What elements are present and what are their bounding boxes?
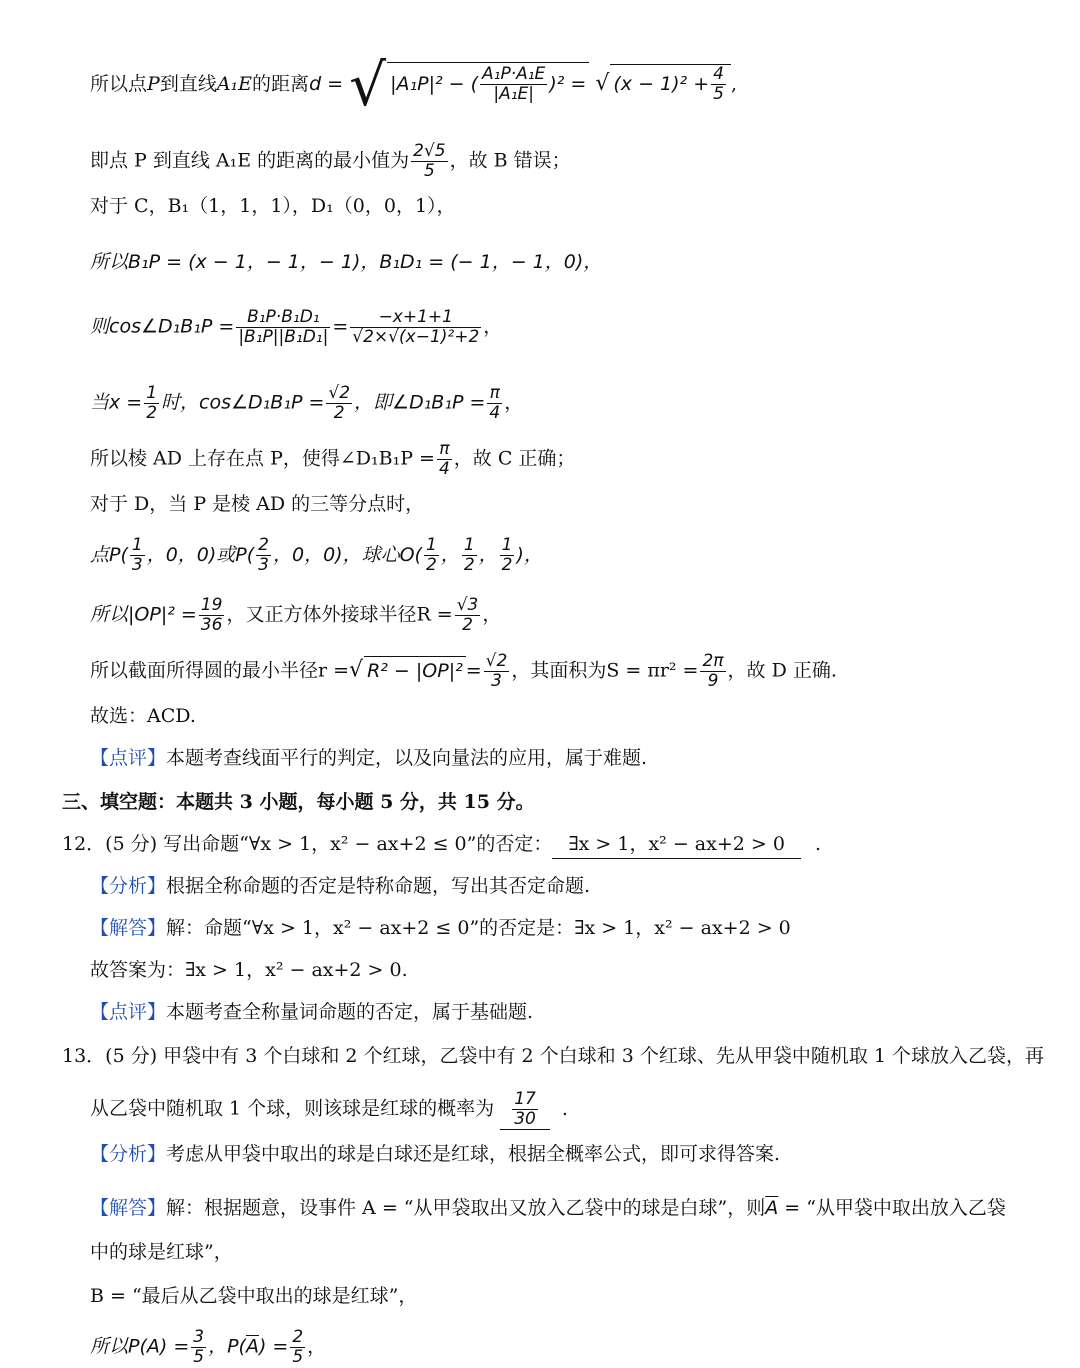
formula: ，0，0)，球心O( (273, 544, 422, 566)
line-a1e: A₁E (216, 73, 253, 95)
question-13: 13．(5 分) 甲袋中有 3 个白球和 2 个红球，乙袋中有 2 个白球和 3 个红球、先从甲袋中随机取 1 个球放入乙袋，再 (62, 1045, 1045, 1067)
area-line (90, 652, 837, 691)
conclusion-c-line (90, 440, 575, 479)
fraction-denominator: 9 (707, 671, 719, 691)
text-line: B = “最后从乙袋中取出的球是红球”， (90, 1285, 418, 1307)
fraction-numerator: A₁P·A₁E (482, 64, 546, 84)
formula: $\overline{A}$ (765, 1197, 779, 1219)
fraction-numerator: 3 (193, 1327, 205, 1347)
formula: = (465, 659, 482, 682)
solution-tag: 【解答】 (90, 1197, 167, 1219)
fraction (199, 596, 225, 635)
fraction-denominator: 30 (514, 1109, 536, 1129)
fraction (500, 536, 515, 575)
fraction-denominator: |B₁P||B₁D₁| (238, 327, 329, 347)
section-heading: 三、填空题：本题共 3 小题，每小题 5 分，共 15 分。 (62, 791, 535, 813)
text: = “从甲袋中取出放入乙袋 (778, 1197, 1006, 1219)
fraction (236, 308, 330, 347)
fraction-numerator: 2 (292, 1327, 304, 1347)
text: , (730, 73, 737, 95)
fraction-numerator: 2√5 (413, 141, 446, 161)
sqrt-sign: √ (595, 71, 610, 96)
formula: 所以|OP|² = (90, 603, 197, 626)
fraction-numerator: √2 (485, 651, 508, 671)
fraction-numerator: √3 (456, 595, 479, 615)
text: ，其面积为S = πr² = (511, 659, 699, 682)
fraction-numerator: 2π (702, 651, 724, 671)
fraction (411, 142, 447, 181)
fraction (424, 536, 439, 575)
fraction (326, 384, 352, 423)
text: ，故 D 正确. (727, 659, 837, 682)
text-line: 对于 D，当 P 是棱 AD 的三等分点时， (90, 493, 425, 515)
text-line: 对于 C，B₁（1，1，1），D₁（0，0，1）， (90, 195, 456, 217)
cosine-line (90, 308, 502, 347)
formula: 点P( (90, 544, 128, 566)
solution-tag: 【解答】 (90, 917, 167, 939)
text: 到直线 (159, 73, 217, 95)
fraction-numerator: √2 (328, 383, 351, 403)
fraction-denominator: 5 (193, 1347, 205, 1367)
fraction (484, 652, 510, 691)
question-12 (62, 830, 821, 859)
formula: 时，cos∠D₁B₁P = (161, 391, 325, 414)
question-text: 从乙袋中随机取 1 个球，则该球是红球的概率为 (90, 1097, 495, 1120)
text: . (814, 833, 821, 855)
analysis-line (90, 1140, 780, 1168)
analysis-tag: 【分析】 (90, 1143, 167, 1165)
points-line (90, 536, 543, 575)
formula: d = (309, 73, 344, 95)
formula: )² = (549, 73, 587, 95)
angle-line (90, 384, 523, 423)
comment-tag: 【点评】 (90, 1001, 167, 1023)
fraction-numerator: 1 (501, 535, 513, 555)
fraction-numerator: 1 (425, 535, 437, 555)
comment-tag: 【点评】 (90, 747, 167, 769)
fraction-denominator: 3 (131, 555, 143, 575)
probability-line (90, 1328, 326, 1367)
answer-blank (500, 1090, 550, 1130)
answer-line: 故选：ACD. (90, 705, 196, 727)
fraction-denominator: 4 (438, 459, 450, 479)
fraction (480, 65, 547, 104)
fraction-denominator: 2 (333, 403, 345, 423)
fraction-denominator: 4 (489, 403, 501, 423)
fraction-denominator: 3 (491, 671, 502, 691)
answer-line: 故答案为：∃x > 1，x² − ax+2 > 0. (90, 959, 408, 981)
sqrt-sign: √ (349, 657, 364, 683)
comment-line (90, 744, 647, 772)
fraction-denominator: 5 (713, 84, 724, 104)
formula: )， (516, 544, 543, 566)
formula: 所以P(A) = (90, 1335, 190, 1358)
fraction-denominator: |A₁E| (493, 84, 534, 104)
text: ， (483, 315, 503, 338)
fraction (144, 384, 159, 423)
text: 即点 P 到直线 A₁E 的距离的最小值为 (90, 149, 410, 172)
fraction-denominator: 5 (423, 161, 435, 181)
fraction-denominator: 2 (463, 555, 475, 575)
sqrt-body (610, 64, 731, 104)
analysis-line (90, 872, 590, 900)
fraction-denominator: 36 (200, 615, 223, 635)
formula: |A₁P|² − ( (390, 73, 479, 95)
text: 的距离 (252, 73, 310, 95)
fraction (191, 1328, 206, 1367)
text: 本题考查线面平行的判定，以及向量法的应用，属于难题. (166, 747, 648, 769)
text: ，故 B 错误； (449, 149, 571, 172)
fraction-denominator: 2 (425, 555, 437, 575)
fraction-denominator: 3 (258, 555, 269, 575)
formula: ，P( (208, 1335, 246, 1358)
fraction-numerator: −x+1+1 (350, 308, 481, 328)
fraction (487, 384, 502, 423)
analysis-tag: 【分析】 (90, 875, 167, 897)
formula: ， (440, 544, 460, 566)
fraction-numerator: 1 (146, 383, 158, 403)
fraction-numerator: π (487, 384, 502, 404)
fraction (700, 652, 725, 691)
formula: ，即∠D₁B₁P = (354, 391, 486, 414)
formula: ，0，0)或P( (146, 544, 255, 566)
fraction-denominator: √2×√(x−1)²+2 (352, 327, 480, 347)
text: 所以点 (90, 73, 148, 95)
fraction (290, 1328, 305, 1367)
formula: 则cos∠D₁B₁P = (90, 315, 235, 338)
formula: (x − 1)² + (613, 73, 710, 95)
fraction-numerator: 17 (514, 1089, 536, 1109)
fraction-numerator: 1 (131, 535, 143, 555)
text: 解：命题“∀x > 1，x² − ax+2 ≤ 0”的否定是：∃x > 1，x² − ax+2 > 0 (166, 917, 791, 939)
text-line: 中的球是红球”， (90, 1241, 233, 1263)
fraction-numerator: 1 (463, 535, 475, 555)
text: ，故 C 正确； (453, 447, 576, 470)
fraction-numerator: 4 (713, 64, 724, 84)
answer-blank: ∃x > 1，x² − ax+2 > 0 (552, 830, 801, 859)
vector-line: 所以B₁P = (x − 1，− 1，− 1)，B₁D₁ = (− 1，− 1，0)， (90, 251, 603, 273)
formula: ) = (258, 1335, 289, 1358)
fraction-denominator: 5 (292, 1347, 304, 1367)
formula: $\overline{A}$ (245, 1335, 259, 1358)
fraction-numerator: 19 (200, 595, 223, 615)
point-p: P (147, 73, 160, 95)
text: 考虑从甲袋中取出的球是白球还是红球，根据全概率公式，即可求得答案. (166, 1143, 781, 1165)
solution-line (90, 1194, 1006, 1222)
comment-line (90, 998, 533, 1026)
fraction (711, 65, 726, 104)
text: 所以截面所得圆的最小半径r = (90, 659, 350, 682)
text: 所以棱 AD 上存在点 P，使得∠D₁B₁P = (90, 447, 435, 470)
text: ，又正方体外接球半径R = (226, 603, 453, 626)
fraction-numerator: 2 (258, 535, 269, 555)
question-13-cont (90, 1090, 568, 1130)
min-distance-line (90, 142, 571, 181)
fraction-numerator: π (437, 440, 452, 460)
fraction-numerator: B₁P·B₁D₁ (236, 308, 330, 328)
text: ， (307, 1335, 327, 1358)
fraction (437, 440, 452, 479)
fraction (130, 536, 145, 575)
text: 根据全称命题的否定是特称命题，写出其否定命题. (166, 875, 591, 897)
fraction (462, 536, 477, 575)
text: . (561, 1097, 568, 1120)
text: 本题考查全称量词命题的否定，属于基础题. (166, 1001, 534, 1023)
fraction (350, 308, 481, 347)
text: ， (504, 391, 524, 414)
sqrt-body (387, 62, 589, 104)
fraction (455, 596, 481, 635)
solution-line (90, 914, 791, 942)
fraction (512, 1090, 538, 1129)
fraction-denominator: 2 (146, 403, 158, 423)
sqrt-sign: √ (349, 51, 387, 119)
question-text: 12．(5 分) 写出命题“∀x > 1，x² − ax+2 ≤ 0”的否定： (62, 833, 553, 855)
distance-formula-line (90, 51, 737, 119)
sqrt-body: R² − |OP|² (364, 656, 466, 685)
fraction-denominator: 2 (501, 555, 513, 575)
formula: ， (478, 544, 498, 566)
formula: = (332, 315, 349, 338)
fraction-denominator: 2 (462, 615, 473, 635)
text: ， (482, 603, 502, 626)
formula: 当x = (90, 391, 143, 414)
fraction (256, 536, 271, 575)
radius-line (90, 596, 501, 635)
text: 解：根据题意，设事件 A = “从甲袋取出又放入乙袋中的球是白球”，则 (166, 1197, 766, 1219)
